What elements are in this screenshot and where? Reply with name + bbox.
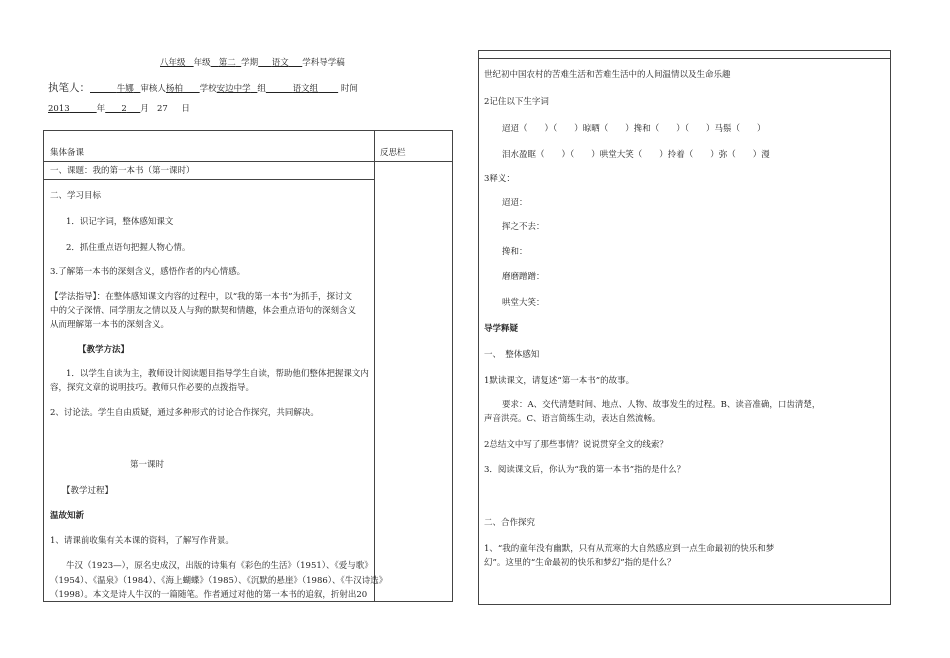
- overall-perception-heading: 一、 整体感知: [484, 350, 540, 360]
- method-1-line-2: 容，探究文章的说明技巧。教师只作必要的点拨指导。: [50, 383, 255, 393]
- year-label: 年: [96, 104, 106, 114]
- doc-title: [160, 56, 345, 68]
- task-summarize: 2总结文中写了那些事情？说说贯穿全文的线索？: [484, 440, 668, 450]
- grade: 八年级: [160, 58, 186, 68]
- author-bio-line-2: （1954）、《温泉》（1984）、《海上蝴蝶》（1985）、《沉默的悬崖》（1986）、《牛汉诗选》: [50, 576, 388, 586]
- definition-term-5: 哄堂大笑：: [502, 298, 545, 308]
- subject: 语文: [271, 58, 289, 68]
- vocab-row-2: 泪水盈眶（ ）（ ）哄堂大笑（ ）拎着（ ）弥（ ）漫: [502, 150, 770, 160]
- study-guide-line-3: 从而理解第一本书的深刻含义。: [50, 320, 170, 330]
- col-header-main: 集体备课: [50, 148, 85, 158]
- requirements-line-1: 要求：A、交代清楚时间、地点、人物、故事发生的过程。B、读音准确，口齿清楚，: [502, 400, 821, 410]
- study-guide-line-1: 【学法指导】：在整体感知课文内容的过程中，以“我的第一本书”为抓手，探讨文: [50, 292, 352, 302]
- school-label: 学校: [199, 84, 217, 94]
- definition-heading: 3释义：: [484, 174, 515, 184]
- definition-term-2: 挥之不去：: [502, 222, 545, 232]
- doc-type: 学科导学稿: [302, 58, 345, 68]
- writer-line: [48, 80, 358, 95]
- objective-1: 1．识记字词，整体感知课文: [66, 217, 174, 227]
- cooperative-heading: 二、合作探究: [484, 518, 536, 528]
- study-guide-line-2: 中的父子深情、同学朋友之情以及人与狗的默契和情趣，体会重点语句的深刻含义: [50, 306, 357, 316]
- group-label: 组: [257, 84, 266, 94]
- method-1-line-1: 1．以学生自读为主，教师设计阅读题目指导学生自读，帮助他们整体把握课文内: [66, 369, 369, 379]
- year: 2013: [48, 104, 70, 114]
- vocab-heading: 2记住以下生字词: [484, 97, 549, 107]
- lesson-period-title: 第一课时: [130, 460, 165, 470]
- time-label: 时间: [340, 84, 358, 94]
- question-1-line-2: 幻”。这里的“生命最初的快乐和梦幻”指的是什么？: [484, 558, 676, 568]
- objectives-heading: 二、学习目标: [50, 191, 102, 201]
- objective-2: 2．抓住重点语句把握人物心情。: [66, 243, 191, 253]
- month-label: 月: [140, 104, 149, 114]
- review-heading: 温故知新: [50, 511, 85, 521]
- task-meaning: 3．阅读课文后，你认为“我的第一本书”指的是什么？: [484, 465, 686, 475]
- definition-term-1: 迢迢：: [502, 198, 528, 208]
- review-task: 1、请课前收集有关本课的资料，了解写作背景。: [50, 536, 234, 546]
- task-retell: 1默读课文，请复述“第一本书”的故事。: [484, 376, 635, 386]
- teaching-method-heading: 【教学方法】: [78, 345, 130, 355]
- requirements-line-2: 声音洪亮。C、语言简练生动，表达自然流畅。: [484, 414, 661, 424]
- definition-term-3: 搀和：: [502, 247, 528, 257]
- reviewer: 杨柏: [165, 84, 183, 94]
- school: 安边中学: [216, 84, 251, 94]
- objective-3: 3.了解第一本书的深刻含义，感悟作者的内心情感。: [50, 267, 246, 277]
- month: 2: [121, 104, 127, 114]
- group: 语文组: [292, 84, 319, 94]
- col-header-reflection: 反思栏: [380, 148, 406, 158]
- grade-label: 年级: [193, 58, 211, 68]
- vocab-row-1: 迢迢（ ）（ ）晾晒（ ）搀和（ ）（ ）马鬃（ ）: [502, 124, 766, 134]
- term-label: 学期: [241, 58, 259, 68]
- author-bio-line-1: 牛汉（1923—），原名史成汉，出版的诗集有《彩色的生活》（1951）、《爱与歌》: [66, 561, 373, 571]
- method-2: 2、讨论法。学生自由质疑，通过多种形式的讨论合作探究，共同解决。: [50, 408, 319, 418]
- day: 27: [156, 104, 168, 114]
- writer: 牛娜: [116, 84, 134, 94]
- lesson-topic: 一、课题：我的第一本书（第一课时）: [50, 166, 195, 176]
- reviewer-label: 审核人: [140, 84, 166, 94]
- author-bio-line-3: （1998）。本文是诗人牛汉的一篇随笔。作者通过对他的第一本书的追叙，折射出20: [50, 590, 368, 600]
- term: 第二: [218, 58, 236, 68]
- date-line: [48, 102, 190, 114]
- definition-term-4: 磨磨蹭蹭：: [502, 272, 545, 282]
- day-label: 日: [181, 104, 190, 114]
- bg-continuation: 世纪初中国农村的苦难生活和苦难生活中的人间温情以及生命乐趣: [484, 70, 731, 80]
- guide-section-heading: 导学释疑: [484, 324, 519, 334]
- left-lesson-table: [43, 130, 453, 602]
- writer-label: 执笔人：: [48, 82, 90, 94]
- process-heading: 【教学过程】: [62, 486, 114, 496]
- question-1-line-1: 1、“我的童年没有幽默，只有从荒寒的大自然感应到一点生命最初的快乐和梦: [484, 544, 775, 554]
